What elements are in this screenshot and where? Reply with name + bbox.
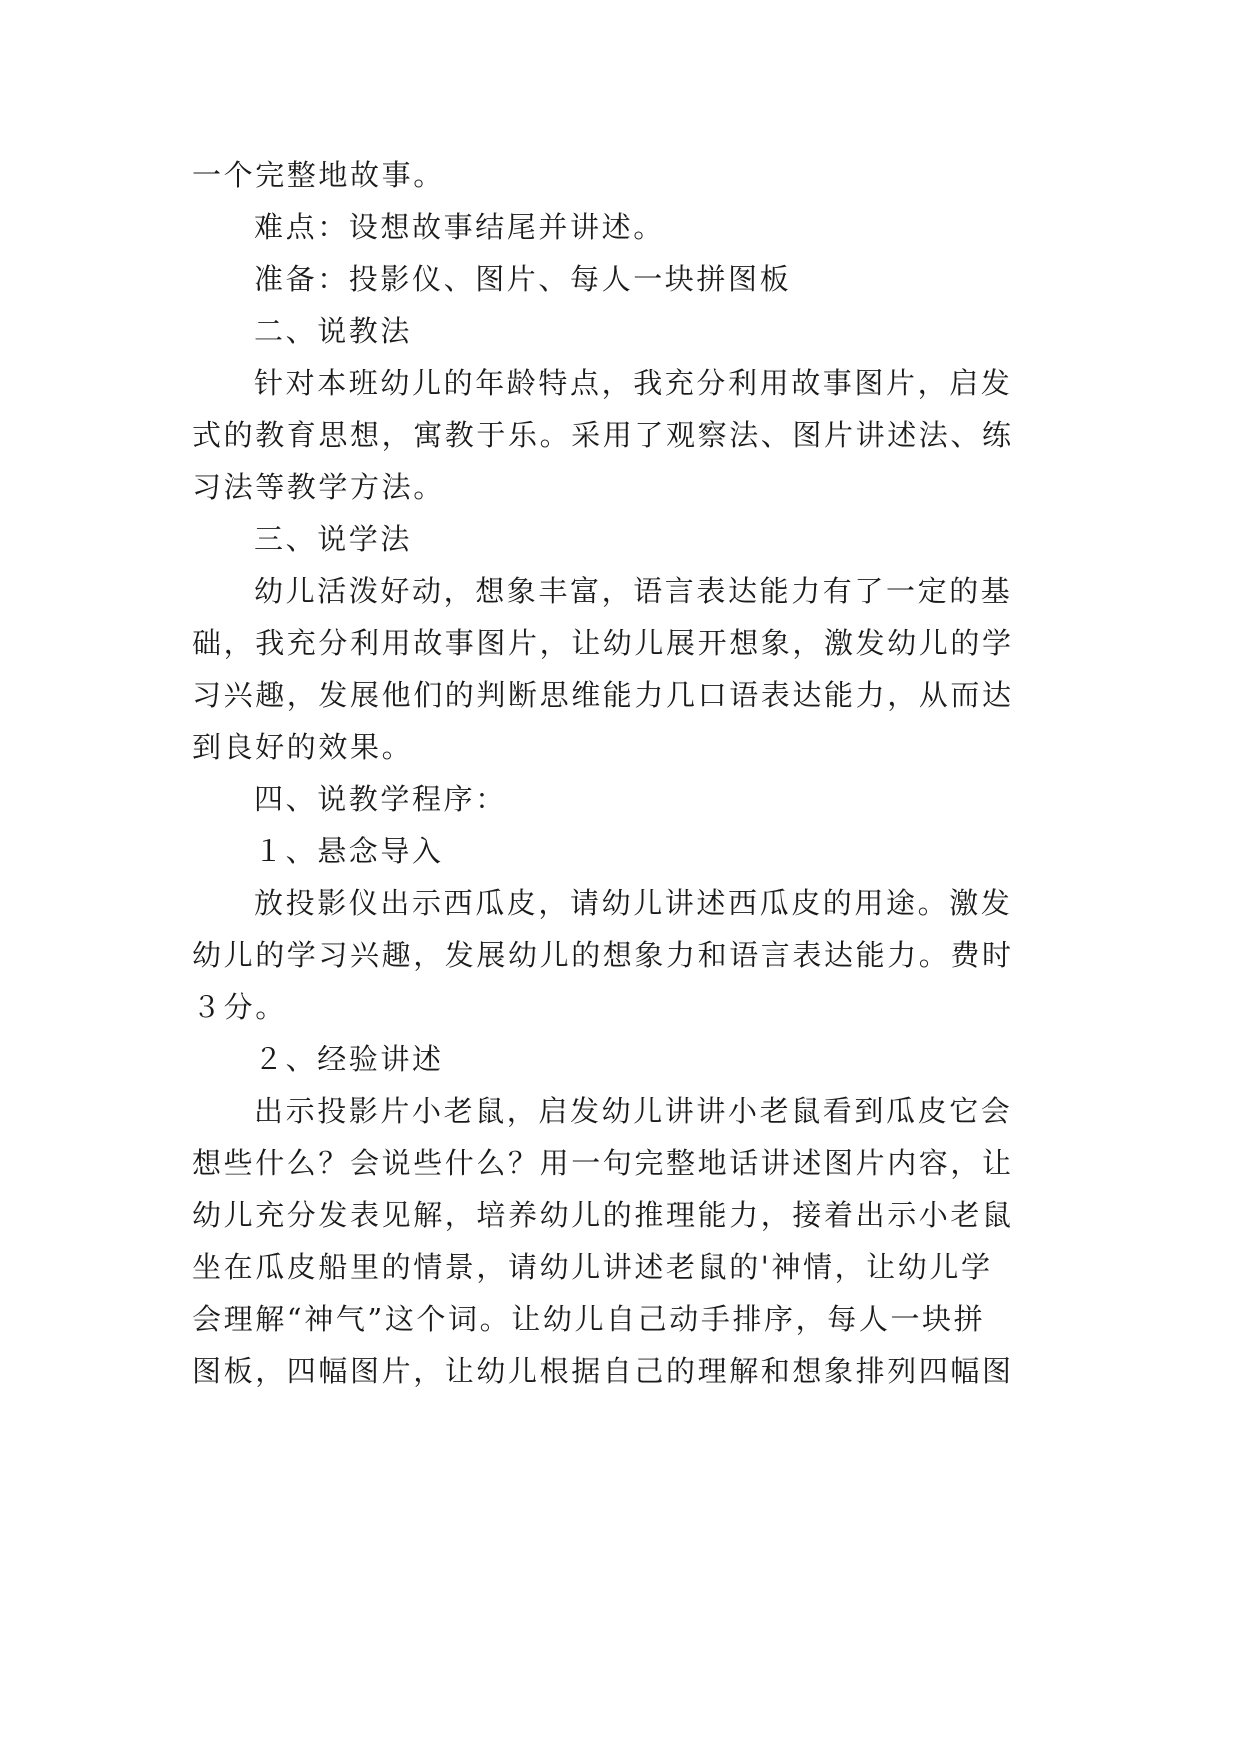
section-heading-learning-method: 三、说学法	[254, 522, 413, 556]
section-heading-teaching-method: 二、说教法	[254, 314, 413, 348]
text-line-continuation: 一个完整地故事。	[192, 158, 445, 192]
paragraph-line: 习法等教学方法。	[192, 470, 445, 504]
paragraph-line: 习兴趣，发展他们的判断思维能力几口语表达能力，从而达	[192, 678, 1014, 712]
paragraph-line: 针对本班幼儿的年龄特点，我充分利用故事图片，启发	[254, 366, 1013, 400]
paragraph-line: 础，我充分利用故事图片，让幼儿展开想象，激发幼儿的学	[192, 626, 1014, 660]
paragraph-line: 式的教育思想，寓教于乐。采用了观察法、图片讲述法、练	[192, 418, 1014, 452]
paragraph-line: 放投影仪出示西瓜皮，请幼儿讲述西瓜皮的用途。激发	[254, 886, 1013, 920]
paragraph-line: 坐在瓜皮船里的情景，请幼儿讲述老鼠的'神情，让幼儿学	[192, 1250, 993, 1284]
paragraph-line: 会理解“神气”这个词。让幼儿自己动手排序，每人一块拼	[192, 1302, 986, 1336]
paragraph-line: ３分。	[192, 990, 287, 1024]
section-heading-procedure: 四、说教学程序：	[254, 782, 507, 816]
paragraph-line: 想些什么？会说些什么？用一句完整地话讲述图片内容，让	[192, 1146, 1014, 1180]
text-line-difficulty: 难点：设想故事结尾并讲述。	[254, 210, 665, 244]
subheading-suspense-intro: １、悬念导入	[254, 834, 444, 868]
paragraph-line: 到良好的效果。	[192, 730, 414, 764]
paragraph-line: 幼儿充分发表见解，培养幼儿的推理能力，接着出示小老鼠	[192, 1198, 1014, 1232]
paragraph-line: 图板，四幅图片，让幼儿根据自己的理解和想象排列四幅图	[192, 1354, 1014, 1388]
paragraph-line: 幼儿的学习兴趣，发展幼儿的想象力和语言表达能力。费时	[192, 938, 1014, 972]
paragraph-line: 出示投影片小老鼠，启发幼儿讲讲小老鼠看到瓜皮它会	[254, 1094, 1013, 1128]
paragraph-line: 幼儿活泼好动，想象丰富，语言表达能力有了一定的基	[254, 574, 1013, 608]
subheading-experience-narration: ２、经验讲述	[254, 1042, 444, 1076]
text-line-preparation: 准备：投影仪、图片、每人一块拼图板	[254, 262, 792, 296]
